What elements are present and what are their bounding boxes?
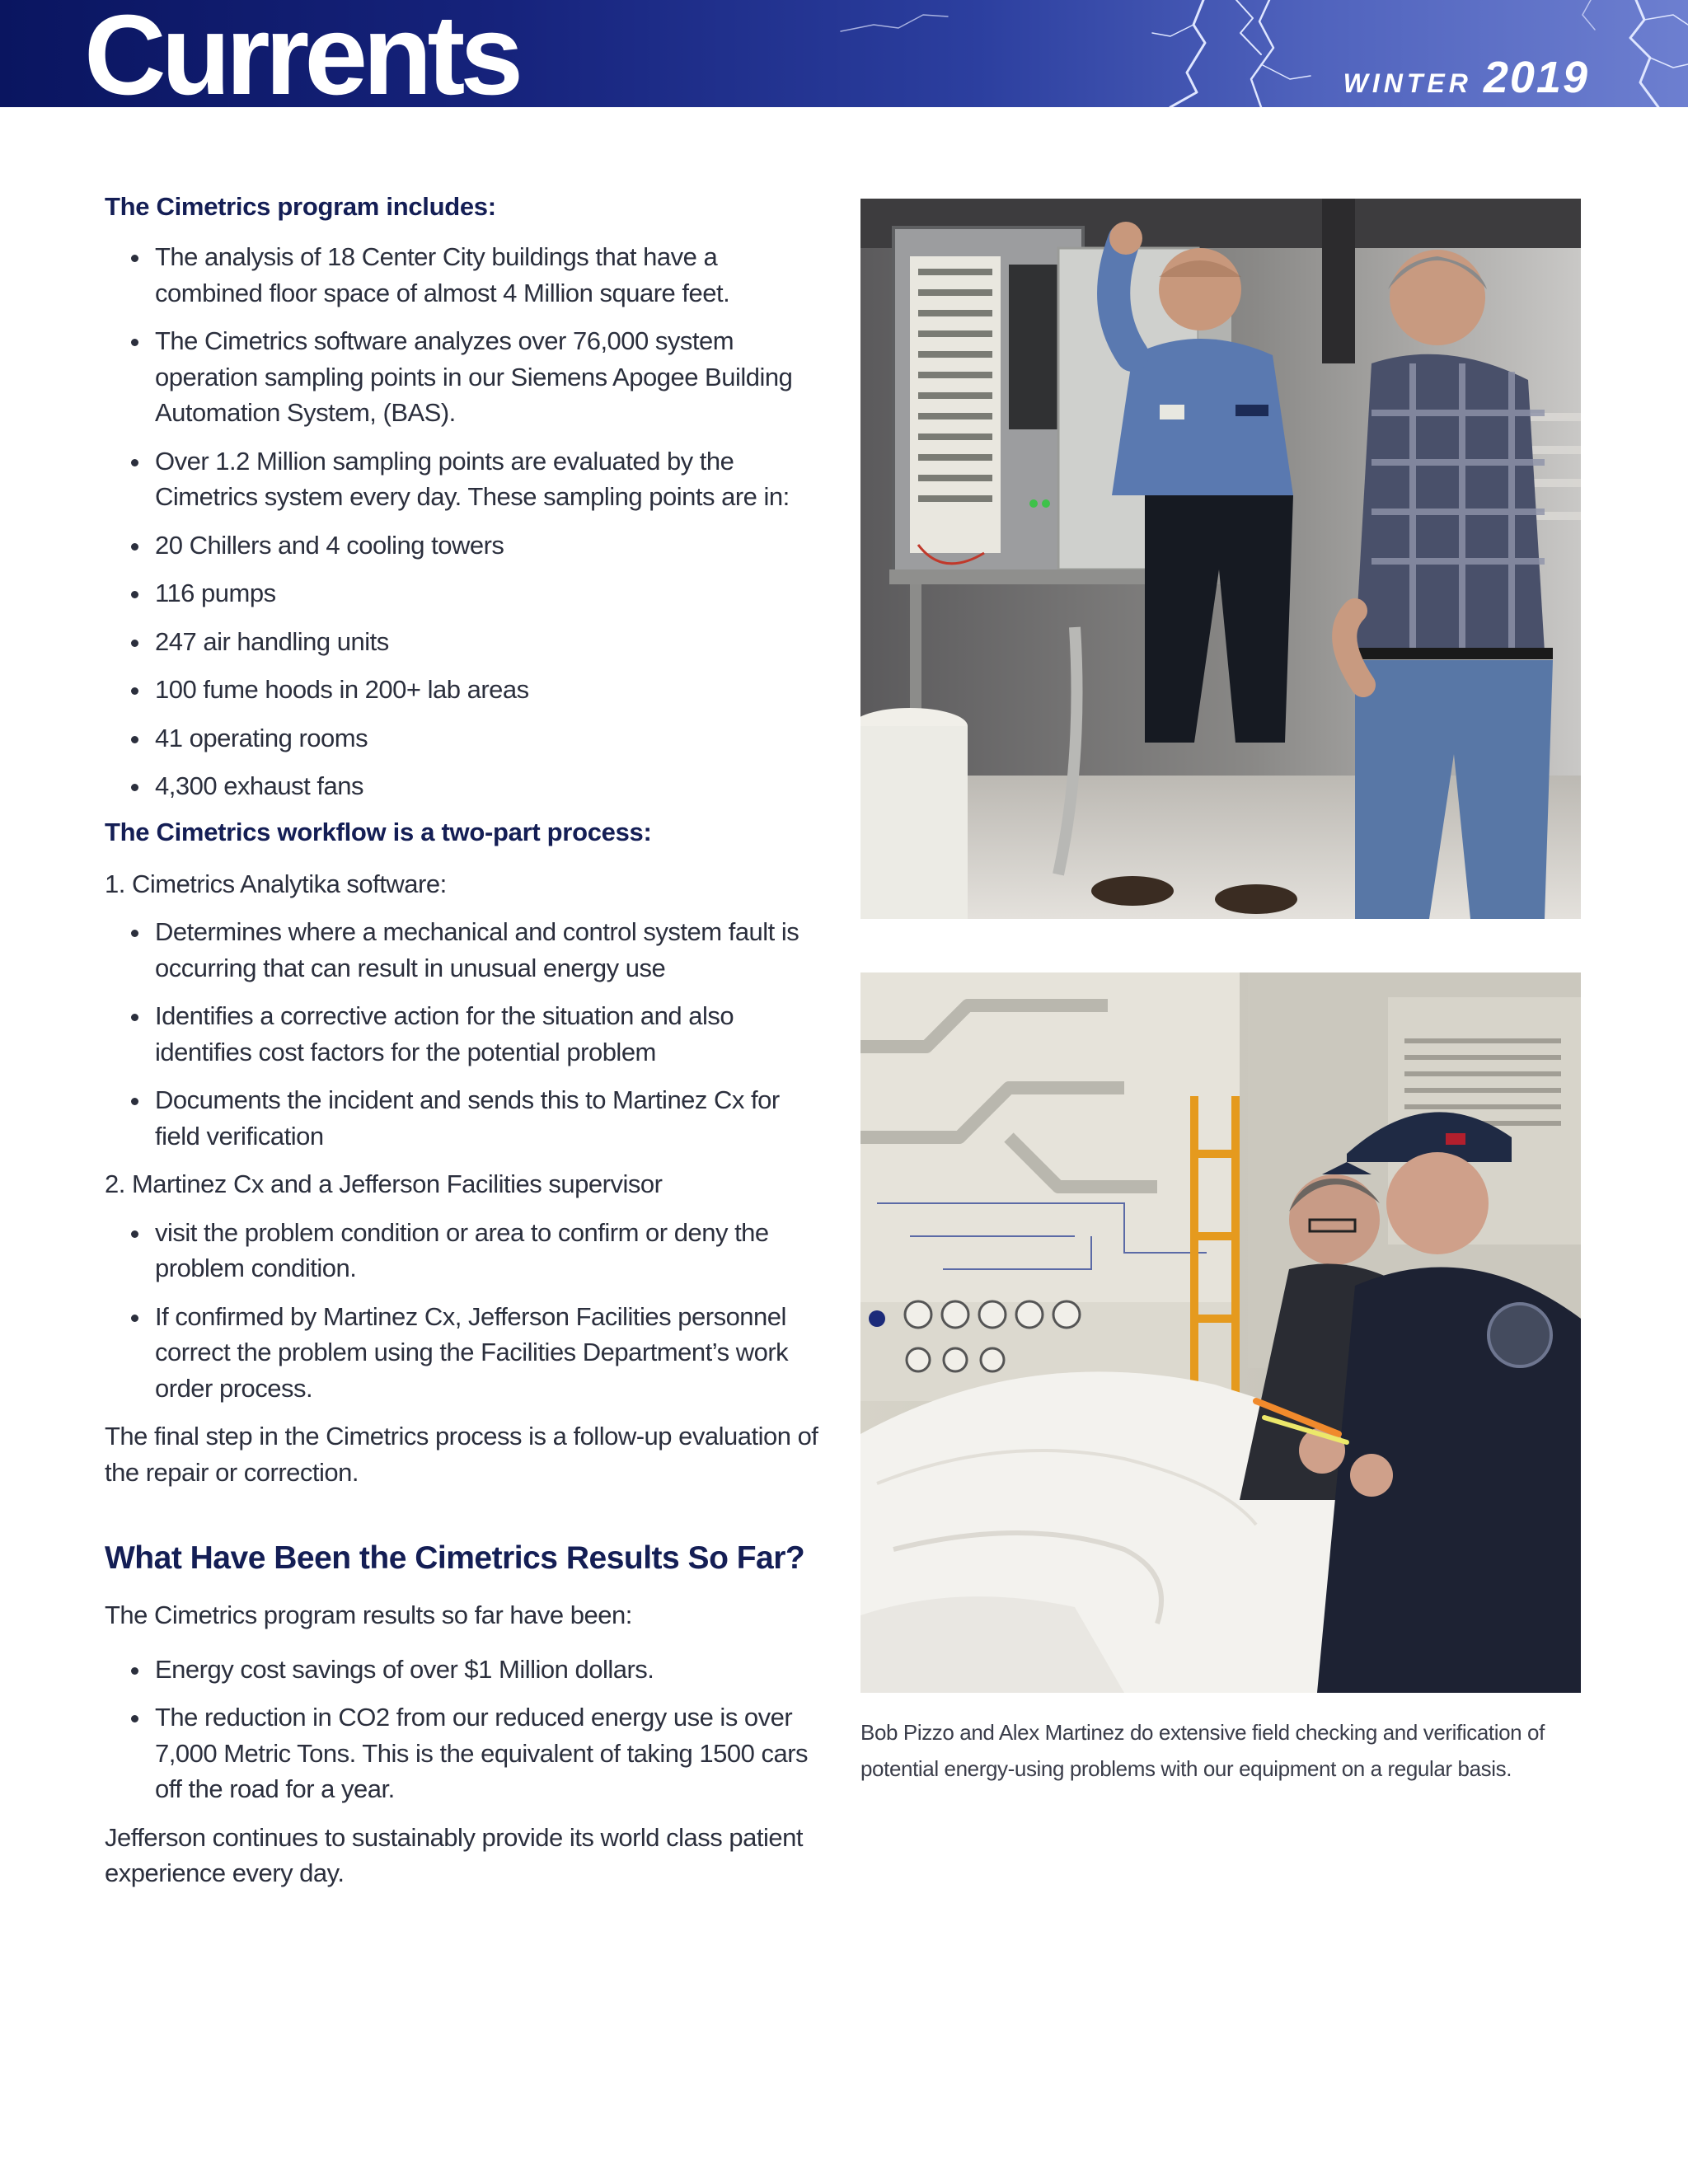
photo-control-panel (860, 199, 1581, 919)
list-item: 100 fume hoods in 200+ lab areas (105, 672, 830, 708)
list-item: 247 air handling units (105, 624, 830, 660)
list-item: visit the problem condition or area to confirm or deny the problem condition. (105, 1215, 830, 1286)
list-item: Determines where a mechanical and control system fault is occurring that can result in unusual energy use (105, 914, 830, 986)
masthead-banner (0, 0, 1688, 107)
list-item: 4,300 exhaust fans (105, 768, 830, 804)
workflow-step-2-label: 2. Martinez Cx and a Jefferson Facilities supervisor (105, 1169, 663, 1198)
photo-reviewing-plans (860, 972, 1581, 1693)
masthead-title: Currents (84, 0, 519, 107)
issue-year: 2019 (1483, 53, 1589, 102)
issue-label (1343, 54, 1589, 107)
workflow-final-step: The final step in the Cimetrics process is a follow-up evaluation of the repair or correction. (105, 1422, 818, 1487)
list-item: The Cimetrics software analyzes over 76,000 system operation sampling points in our Siemens Apogee Building Automation System, (BAS). (105, 323, 830, 431)
list-item: The analysis of 18 Center City buildings that have a combined floor space of almost 4 Million square feet. (105, 239, 830, 311)
program-heading: The Cimetrics program includes: (105, 192, 496, 221)
photo-control-panel-illustration (860, 199, 1581, 919)
workflow-step-2-list (105, 1215, 830, 1407)
photo-caption: Bob Pizzo and Alex Martinez do extensive field checking and verification of potential energy-using problems with our equipment on a regular basis. (860, 1720, 1545, 1781)
list-item: 20 Chillers and 4 cooling towers (105, 527, 830, 564)
results-intro: The Cimetrics program results so far have been: (105, 1601, 632, 1629)
workflow-step-1-label: 1. Cimetrics Analytika software: (105, 869, 447, 898)
photo-reviewing-plans-illustration (860, 972, 1581, 1693)
list-item: 116 pumps (105, 575, 830, 612)
list-item: Identifies a corrective action for the situation and also identifies cost factors for the potential problem (105, 998, 830, 1070)
workflow-heading: The Cimetrics workflow is a two-part process: (105, 817, 652, 846)
list-item: Energy cost savings of over $1 Million dollars. (105, 1652, 830, 1688)
list-item: The reduction in CO2 from our reduced energy use is over 7,000 Metric Tons. This is the equivalent of taking 1500 cars off the road for a year. (105, 1699, 830, 1807)
issue-season: WINTER (1343, 68, 1472, 98)
results-closing: Jefferson continues to sustainably provide its world class patient experience every day. (105, 1822, 803, 1887)
article-body (105, 190, 830, 1891)
results-heading: What Have Been the Cimetrics Results So Far? (105, 1540, 805, 1576)
list-item: Over 1.2 Million sampling points are evaluated by the Cimetrics system every day. These sampling points are in: (105, 443, 830, 515)
workflow-step-1-list (105, 914, 830, 1154)
list-item: If confirmed by Martinez Cx, Jefferson Facilities personnel correct the problem using the Facilities Department’s work order process. (105, 1299, 830, 1407)
program-list (105, 239, 830, 804)
list-item: 41 operating rooms (105, 720, 830, 757)
list-item: Documents the incident and sends this to Martinez Cx for field verification (105, 1082, 830, 1154)
results-list (105, 1652, 830, 1807)
